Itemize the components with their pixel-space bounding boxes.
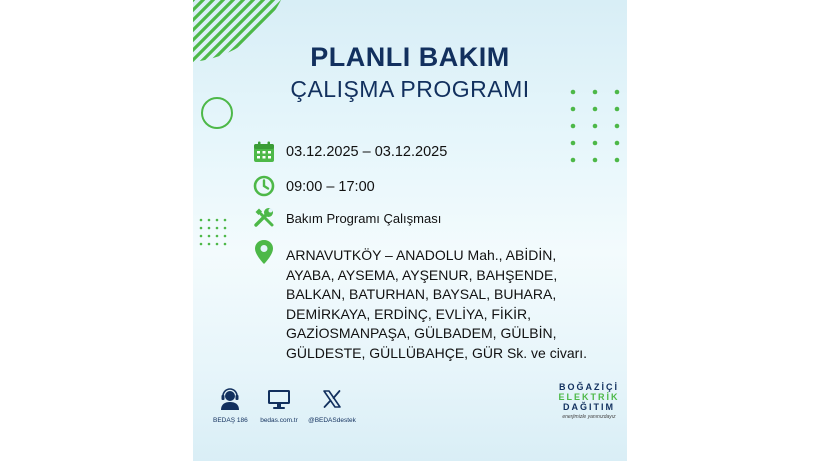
- location-line: GÜLDESTE, GÜLLÜBAHÇE, GÜR Sk. ve civarı.: [286, 344, 588, 361]
- page-title: PLANLI BAKIM: [310, 42, 510, 72]
- brand-line-3: DAĞITIM: [563, 402, 615, 412]
- tools-icon: [253, 206, 275, 228]
- date-range: 03.12.2025 – 03.12.2025: [286, 144, 448, 160]
- announcement-card: [193, 0, 627, 461]
- brand-line-2: ELEKTRİK: [558, 392, 620, 402]
- brand-slogan: enerjimizle yanınızdayız: [562, 414, 616, 420]
- social-label: @BEDASdestek: [308, 417, 356, 424]
- footer-social[interactable]: [308, 388, 356, 424]
- location-list: [286, 246, 616, 363]
- footer-phone[interactable]: [213, 388, 247, 424]
- footer-web[interactable]: [259, 388, 299, 424]
- x-logo-icon: [321, 388, 343, 410]
- location-line: DEMİRKAYA, ERDİNÇ, EVLİYA, FİKİR,: [286, 305, 532, 322]
- monitor-icon: [267, 388, 291, 410]
- work-type: Bakım Programı Çalışması: [286, 211, 442, 226]
- page-subtitle: ÇALIŞMA PROGRAMI: [290, 76, 530, 102]
- location-line: AYABA, AYSEMA, AYŞENUR, BAHŞENDE,: [286, 266, 558, 283]
- location-pin-icon: [253, 239, 275, 265]
- location-line: BALKAN, BATURHAN, BAYSAL, BUHARA,: [286, 286, 557, 302]
- location-line: ARNAVUTKÖY – ANADOLU Mah., ABİDİN,: [286, 247, 557, 263]
- brand-logo: [558, 382, 620, 420]
- web-label: bedas.com.tr: [260, 417, 298, 424]
- brand-line-1: BOĞAZİÇİ: [559, 382, 619, 392]
- clock-icon: [253, 175, 275, 197]
- decorative-dots-left: [199, 218, 231, 250]
- time-range: 09:00 – 17:00: [286, 179, 375, 195]
- location-line: GAZİOSMANPAŞA, GÜLBADEM, GÜLBİN,: [286, 325, 557, 341]
- phone-label: BEDAŞ 186: [213, 417, 248, 424]
- calendar-icon: [253, 141, 275, 163]
- support-agent-icon: [219, 388, 241, 410]
